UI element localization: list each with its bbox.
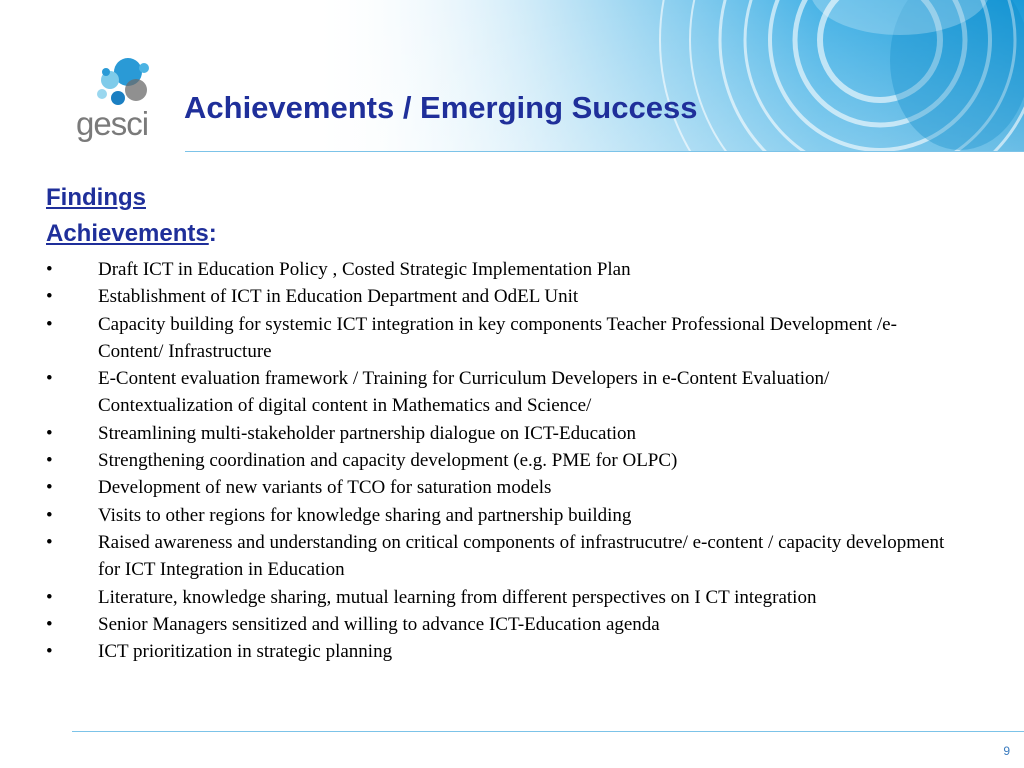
bullet-glyph: • bbox=[46, 477, 53, 499]
list-item bbox=[46, 474, 946, 501]
list-item-text: Capacity building for systemic ICT integration in key components Teacher Professional Development /e-Content/ Infrastructure bbox=[98, 313, 897, 362]
list-item bbox=[46, 420, 946, 447]
slide-title: Achievements / Emerging Success bbox=[184, 90, 698, 125]
bullet-glyph: • bbox=[46, 504, 53, 526]
list-item bbox=[46, 365, 946, 420]
bullet-glyph: • bbox=[46, 613, 53, 635]
list-item bbox=[46, 447, 946, 474]
achievements-label: Achievements bbox=[46, 220, 209, 247]
list-item bbox=[46, 283, 946, 310]
list-item-text: Development of new variants of TCO for saturation models bbox=[98, 477, 552, 499]
bullet-glyph: • bbox=[46, 313, 53, 335]
header-divider bbox=[185, 151, 1024, 152]
findings-label: Findings bbox=[46, 184, 146, 211]
list-item bbox=[46, 529, 946, 584]
list-item-text: E-Content evaluation framework / Training for Curriculum Developers in e-Content Evaluation/ Contextualization of digital content in Mathematics and Science/ bbox=[98, 368, 830, 417]
bullet-glyph: • bbox=[46, 531, 53, 553]
achievements-heading bbox=[46, 219, 217, 249]
bullet-glyph: • bbox=[46, 641, 53, 663]
bullet-glyph: • bbox=[46, 422, 53, 444]
achievements-colon: : bbox=[208, 220, 217, 247]
list-item bbox=[46, 611, 946, 638]
bullet-glyph: • bbox=[46, 259, 53, 280]
list-item bbox=[46, 502, 946, 529]
bullet-glyph: • bbox=[46, 586, 53, 608]
bullet-glyph: • bbox=[46, 368, 53, 390]
list-item bbox=[46, 638, 946, 665]
list-item-text: Draft ICT in Education Policy , Costed Strategic Implementation Plan bbox=[98, 259, 631, 280]
footer-divider bbox=[72, 731, 1024, 732]
list-item bbox=[46, 584, 946, 611]
logo-wordmark: gesci bbox=[76, 105, 149, 142]
list-item-text: Visits to other regions for knowledge sharing and partnership building bbox=[98, 504, 632, 526]
list-item-text: Senior Managers sensitized and willing to advance ICT-Education agenda bbox=[98, 613, 660, 635]
bullet-glyph: • bbox=[46, 450, 53, 472]
list-item bbox=[46, 256, 946, 283]
list-item-text: ICT prioritization in strategic planning bbox=[98, 641, 393, 663]
page-number: 9 bbox=[1003, 744, 1010, 758]
list-item-text: Literature, knowledge sharing, mutual learning from different perspectives on I CT integration bbox=[98, 586, 817, 608]
achievements-list bbox=[46, 256, 946, 665]
bullet-glyph: • bbox=[46, 286, 53, 308]
list-item-text: Establishment of ICT in Education Department and OdEL Unit bbox=[98, 286, 579, 308]
list-item-text: Streamlining multi-stakeholder partnership dialogue on ICT-Education bbox=[98, 422, 637, 444]
list-item-text: Strengthening coordination and capacity development (e.g. PME for OLPC) bbox=[98, 450, 678, 472]
list-item-text: Raised awareness and understanding on critical components of infrastrucutre/ e-content / capacity development for ICT Integration in Education bbox=[98, 531, 945, 581]
list-item bbox=[46, 311, 946, 366]
findings-heading bbox=[46, 183, 146, 213]
